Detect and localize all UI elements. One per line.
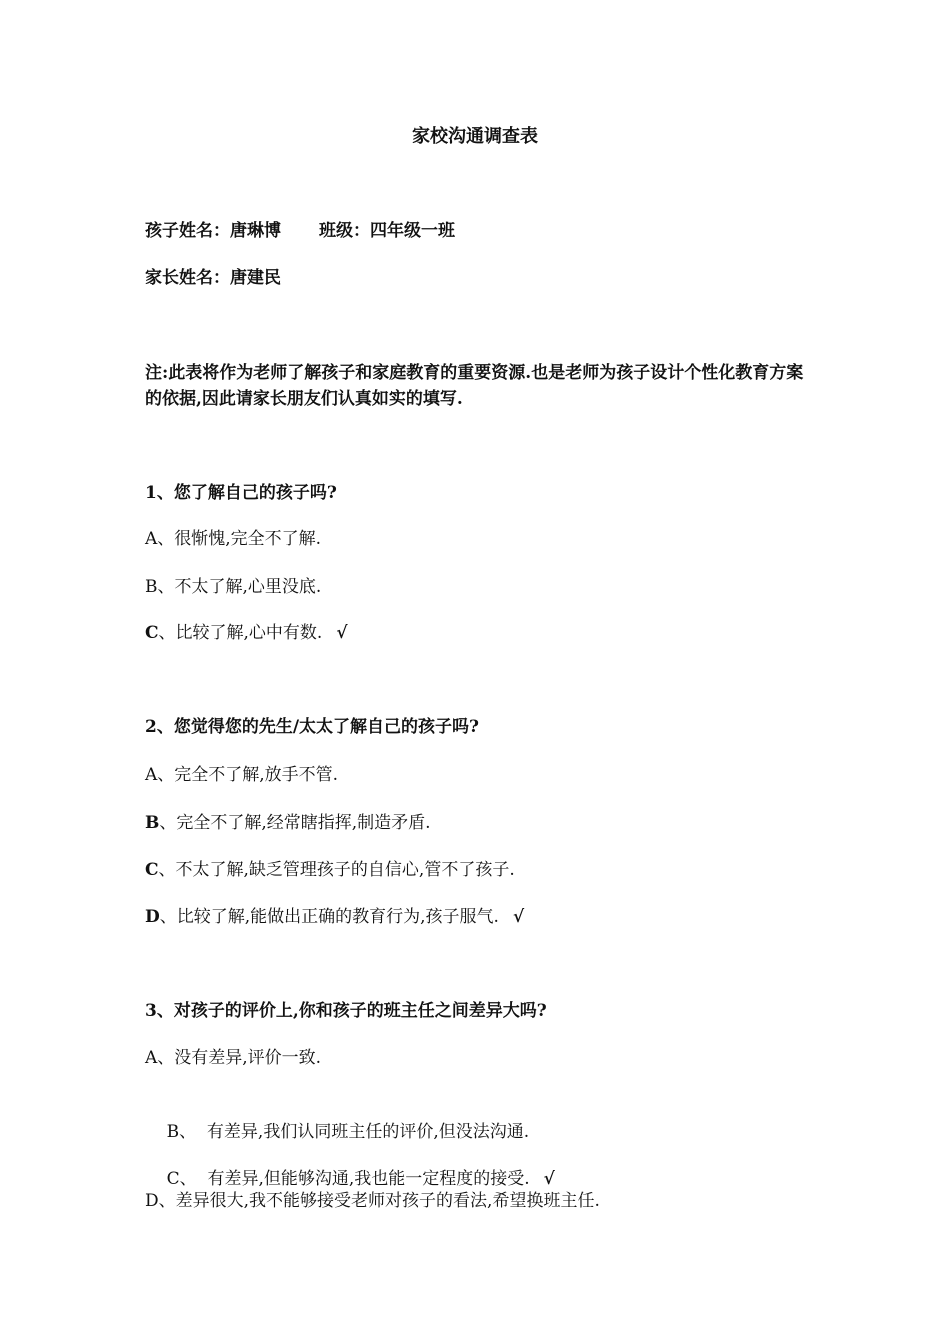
- option-letter: C: [145, 623, 159, 643]
- option-sep: 、: [157, 1048, 175, 1068]
- parent-name-value: 唐建民: [230, 268, 281, 288]
- question-2-option-a: [145, 762, 338, 788]
- option-text: 不太了解,缺乏管理孩子的自信心,管不了孩子.: [175, 860, 515, 880]
- question-2-option-c: [145, 857, 515, 883]
- option-text: 完全不了解,放手不管.: [174, 765, 339, 785]
- class-label: 班级：: [319, 221, 370, 241]
- class-value: 四年级一班: [370, 221, 455, 241]
- parent-name-label: 家长姓名：: [145, 268, 230, 288]
- option-text: 有差异,但能够沟通,我也能一定程度的接受.: [196, 1169, 530, 1189]
- question-1-option-c: [145, 620, 348, 646]
- question-3-option-d: [145, 1188, 600, 1214]
- option-sep: 、: [158, 623, 176, 643]
- option-text: 不太了解,心里没底.: [174, 577, 322, 597]
- option-sep: 、: [179, 1122, 197, 1142]
- option-letter: B: [145, 813, 160, 833]
- question-2-option-b: [145, 810, 431, 836]
- option-letter: B: [145, 577, 158, 597]
- parent-info-line: [145, 265, 281, 291]
- option-text: 很惭愧,完全不了解.: [174, 529, 322, 549]
- question-1: 1、您了解自己的孩子吗?: [145, 483, 337, 503]
- option-letter: C: [145, 860, 159, 880]
- child-name-value: 唐琳博: [230, 221, 281, 241]
- option-sep: 、: [159, 813, 177, 833]
- document-title: 家校沟通调查表: [412, 126, 538, 147]
- question-1-option-b: [145, 574, 321, 600]
- option-sep: 、: [158, 860, 176, 880]
- question-1-option-a: [145, 526, 321, 552]
- note-paragraph: 注:此表将作为老师了解孩子和家庭教育的重要资源.也是老师为孩子设计个性化教育方案的依据,因此请家长朋友们认真如实的填写.: [145, 363, 804, 409]
- option-sep: 、: [179, 1169, 197, 1189]
- question-2-option-d: [145, 904, 524, 930]
- option-sep: 、: [158, 1191, 176, 1211]
- child-name-label: 孩子姓名：: [145, 221, 230, 241]
- question-3-option-a: [145, 1045, 321, 1071]
- check-mark: √: [512, 907, 525, 927]
- question-3: 3、对孩子的评价上,你和孩子的班主任之间差异大吗?: [145, 1001, 547, 1021]
- child-info-line: [145, 218, 455, 244]
- option-text: 比较了解,心中有数.: [175, 623, 323, 643]
- option-letter: A: [145, 529, 158, 549]
- option-letter: D: [145, 907, 160, 927]
- option-sep: 、: [159, 907, 177, 927]
- option-text: 比较了解,能做出正确的教育行为,孩子服气.: [176, 907, 499, 927]
- option-text: 差异很大,我不能够接受老师对孩子的看法,希望换班主任.: [175, 1191, 600, 1211]
- option-sep: 、: [157, 529, 175, 549]
- check-mark: √: [543, 1169, 555, 1189]
- option-sep: 、: [157, 765, 175, 785]
- option-letter: A: [145, 765, 158, 785]
- option-letter: B: [166, 1122, 180, 1142]
- option-text: 有差异,我们认同班主任的评价,但没法沟通.: [196, 1122, 530, 1142]
- option-letter: C: [166, 1169, 180, 1189]
- check-mark: √: [336, 623, 348, 643]
- option-text: 没有差异,评价一致.: [174, 1048, 322, 1068]
- option-sep: 、: [157, 577, 175, 597]
- option-letter: D: [145, 1191, 159, 1211]
- option-letter: A: [145, 1048, 158, 1068]
- question-2: 2、您觉得您的先生/太太了解自己的孩子吗?: [145, 717, 479, 737]
- option-text: 完全不了解,经常瞎指挥,制造矛盾.: [176, 813, 431, 833]
